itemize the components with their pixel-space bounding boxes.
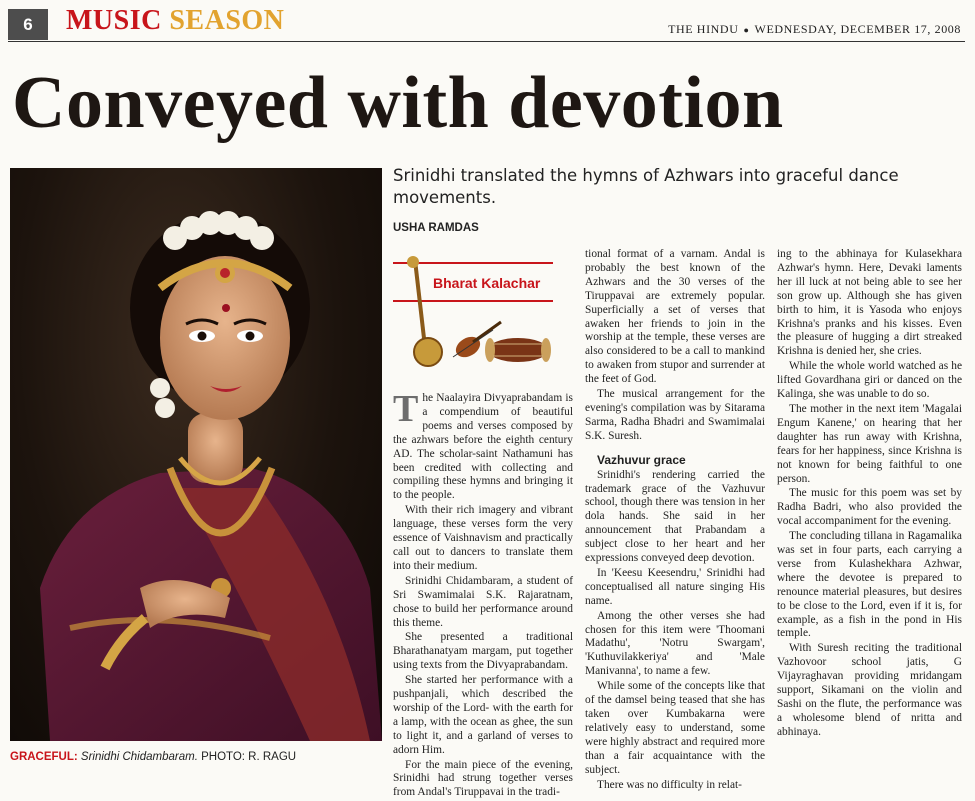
paragraph: She presented a traditional Bharathanatyam margam, put together using texts from the Divyaprabandam. (393, 631, 573, 672)
section-word-music: MUSIC (66, 5, 162, 36)
caption-credit: PHOTO: R. RAGU (201, 751, 297, 763)
paragraph: The mother in the next item 'Magalai Engum Kanene,' on hearing that her daughter has run away with Krishna, fears for her happiness, since Krishna is not known for being faithful to one person. (777, 402, 962, 485)
masthead (668, 22, 961, 37)
dancer-illustration (10, 168, 382, 741)
byline: USHA RAMDAS (393, 222, 479, 234)
paragraph: With their rich imagery and vibrant language, these verses form the very essence of Vaishnavism and practically call out to dancers to translate them into their medium. (393, 504, 573, 572)
dancer-photo (10, 168, 382, 741)
caption-name: Srinidhi Chidambaram. (80, 751, 198, 763)
paragraph: For the main piece of the evening, Srinidhi had strung together verses from Andal's Tiruppavai in the tradi- (393, 758, 573, 799)
photo-caption (10, 751, 296, 763)
paragraph: There was no difficulty in relat- (597, 778, 742, 791)
page-number: 6 (8, 9, 48, 40)
article-column-3 (777, 248, 962, 741)
paragraph: In 'Keesu Keesendru,' Srinidhi had conceptualised all nature singing His name. (585, 566, 765, 607)
paragraph: Srinidhi's rendering carried the trademark grace of the Vazhuvur school, though there was tension in her dola hands. She said in her announcement that Prabandam a subject close to her heart and her expressions conveyed deep devotion. (585, 468, 765, 565)
section-title (66, 5, 284, 37)
drop-cap: T (393, 388, 419, 430)
paragraph-text: he Naalayira Divyaprabandam is a compendium of beautiful poems and verses composed by the azhwars before the eighth century AD. The scholar-saint Nathamuni has been credited with collecting and compiling these hymns and bringing it to the people. (393, 392, 573, 502)
section-word-season: SEASON (169, 5, 285, 36)
bullet-icon: ● (743, 25, 750, 35)
article-column-2 (585, 248, 765, 793)
bharat-kalachar-logo (393, 252, 553, 372)
logo-title: Bharat Kalachar (433, 275, 541, 291)
caption-lead: GRACEFUL: (10, 751, 78, 763)
paragraph: While some of the concepts like that of the damsel being teased that she has taken over Kumbakarna were relatively easy to understand, some were highly abstract and required more than a fair acquaintance with the subject. (585, 680, 765, 776)
instruments-icon (393, 252, 553, 372)
paragraph: With Suresh reciting the traditional Vazhovoor school jatis, G Vijayraghavan providing mridangam support, Sikamani on the violin and Sashi on the flute, the performance was a wholesome blend of nritta and abhinaya. (777, 642, 962, 738)
paragraph: Among the other verses she had chosen for this item were 'Thoomani Madathu', 'Notru Swargam', 'Kuthuvilakkeriya' and 'Male Manivanna', to name a few. (585, 609, 765, 678)
header-rule (8, 41, 965, 42)
paragraph: While the whole world watched as he lifted Govardhana giri or danced on the Kalinga, she was unable to do so. (777, 360, 962, 401)
paragraph: ing to the abhinaya for Kulasekhara Azhwar's hymn. Here, Devaki laments her ill luck at not being able to see her son grow up. Although she has given birth to him, it is Yasoda who enjoys Krishna's pranks and his kisses. Even the pleasure of hugging a dirt streaked Krishna is denied her, she cries. (777, 248, 962, 358)
subhead: Vazhuvur grace (597, 452, 686, 467)
article-column-1 (393, 388, 573, 801)
article-deck: Srinidhi translated the hymns of Azhwars into graceful dance movements. (393, 166, 899, 207)
paragraph: Srinidhi Chidambaram, a student of Sri Swamimalai S.K. Rajaratnam, chose to build her performance around this theme. (393, 574, 573, 629)
paragraph: The music for this poem was set by Radha Badri, who also provided the vocal accompaniment for the evening. (777, 487, 962, 528)
paragraph (393, 388, 573, 503)
issue-date: WEDNESDAY, DECEMBER 17, 2008 (754, 22, 961, 36)
paragraph: The musical arrangement for the evening's compilation was by Sitarama Sarma, Radha Bhadri and Swamimalai S.K. Suresh. (585, 388, 765, 442)
paragraph: She started her performance with a pushpanjali, which described the worship of the Lord- with the earth for a lamp, with the ocean as ghee, the sun to light it, and a garland of verses to adorn Him. (393, 674, 573, 756)
headline: Conveyed with devotion (12, 62, 784, 144)
paragraph: The concluding tillana in Ragamalika was set in four parts, each carrying a verse from Kulashekhara Azhwar, where the devotee is prepared to renounce material pleasures, but desires to be close to the Lord, even if it is, for example, as a fish in the pond in His temple. (777, 530, 962, 640)
paper-name: THE HINDU (668, 22, 739, 36)
paragraph: tional format of a varnam. Andal is probably the best known of the Azhwars and the 30 verses of the Tiruppavai are extremely popular. Superficially a set of verses that awaken her friends to join in the worship at the temple, these verses are also considered to be a call to mankind to awaken from stupor and surrender at the feet of God. (585, 248, 765, 386)
